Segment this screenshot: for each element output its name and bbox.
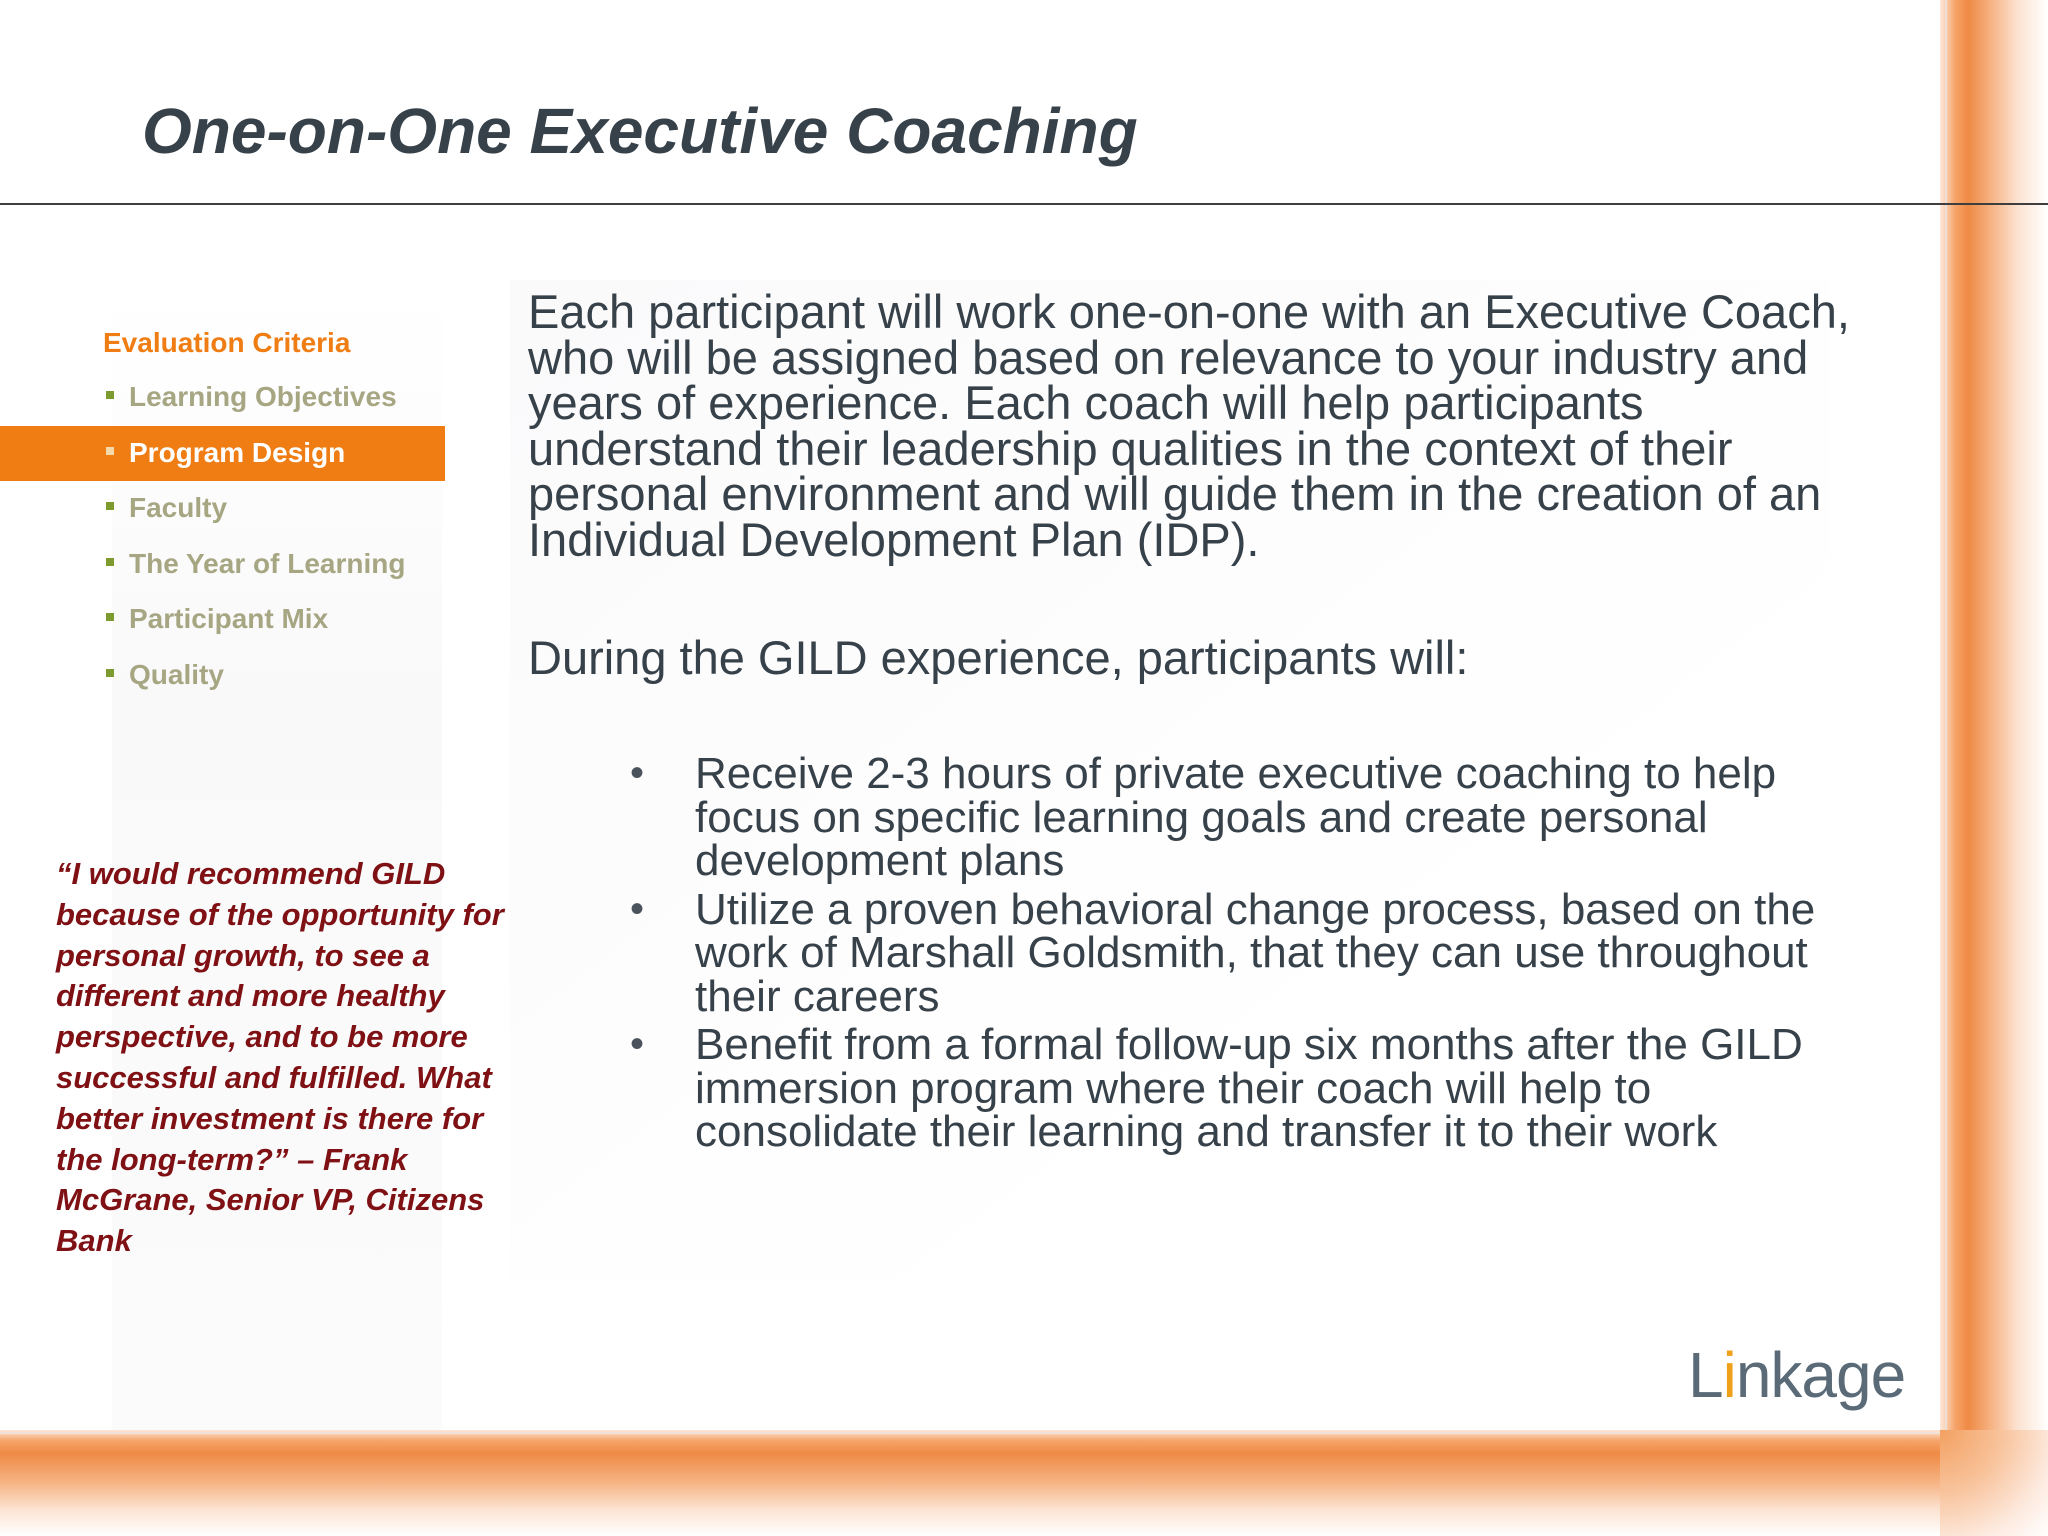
- nav-item-label: Program Design: [129, 436, 346, 468]
- bottom-decorative-band: [0, 1430, 2048, 1536]
- title-divider: [0, 203, 2048, 205]
- list-item: [530, 749, 1860, 885]
- nav-item-label: The Year of Learning: [129, 547, 406, 579]
- bottom-band-divider: [0, 1432, 2048, 1434]
- nav-item-label: Faculty: [129, 492, 228, 524]
- linkage-logo: [1688, 1339, 1906, 1411]
- nav-item-quality[interactable]: [0, 648, 445, 704]
- list-item-text: Receive 2-3 hours of private executive coaching to help focus on specific learning goals and create personal development plans: [695, 749, 1777, 885]
- nav-item-label: Participant Mix: [129, 603, 329, 635]
- list-item: [530, 884, 1860, 1021]
- list-item-text: Utilize a proven behavioral change process, based on the work of Marshall Goldsmith, that they can use throughout their careers: [695, 884, 1816, 1021]
- section-nav: [0, 370, 445, 704]
- bullet-dot-icon: •: [630, 886, 645, 931]
- square-bullet-icon: [106, 613, 114, 621]
- list-item-text: Benefit from a formal follow-up six months after the GILD immersion program where their coach will help to consolidate their learning and transfer it to their work: [695, 1020, 1803, 1156]
- nav-item-program-design[interactable]: [0, 426, 445, 482]
- square-bullet-icon: [106, 558, 114, 566]
- list-item: [530, 1020, 1860, 1156]
- nav-item-faculty[interactable]: [0, 481, 445, 537]
- logo-part: L: [1688, 1339, 1723, 1411]
- bullet-dot-icon: •: [630, 751, 645, 795]
- during-heading: During the GILD experience, participants will:: [528, 631, 1469, 684]
- intro-paragraph: Each participant will work one-on-one with an Executive Coach, who will be assigned based on relevance to your industry and years of experience. Each coach will help participants understand their leadership qualities in the context of their personal environment and will guide them in the creation of an Individual Development Plan (IDP).: [528, 285, 1850, 566]
- testimonial-quote: “I would recommend GILD because of the opportunity for personal growth, to see a different and more healthy perspective, and to be more successful and fulfilled. What better investment is there for the long-term?” – Frank McGrane, Senior VP, Citizens Bank: [56, 856, 504, 1259]
- square-bullet-icon: [106, 391, 114, 399]
- nav-item-participant-mix[interactable]: [0, 592, 445, 648]
- square-bullet-icon: [106, 669, 114, 677]
- nav-item-learning-objectives[interactable]: [0, 370, 445, 426]
- nav-heading: Evaluation Criteria: [103, 327, 351, 358]
- nav-item-label: Learning Objectives: [129, 381, 397, 412]
- slide-title: One-on-One Executive Coaching: [142, 95, 1138, 167]
- nav-item-label: Quality: [129, 658, 224, 690]
- right-decorative-band: [1940, 0, 2048, 1536]
- right-band-divider: [1945, 0, 1947, 1536]
- bullet-dot-icon: •: [630, 1022, 645, 1066]
- logo-part: nkage: [1735, 1339, 1906, 1411]
- logo-accent-letter: i: [1722, 1339, 1736, 1411]
- square-bullet-icon: [106, 502, 114, 510]
- benefits-list: [530, 749, 1860, 1159]
- nav-item-year-of-learning[interactable]: [0, 537, 445, 593]
- square-bullet-icon: [106, 447, 114, 455]
- corner-decoration: [1940, 1430, 2048, 1536]
